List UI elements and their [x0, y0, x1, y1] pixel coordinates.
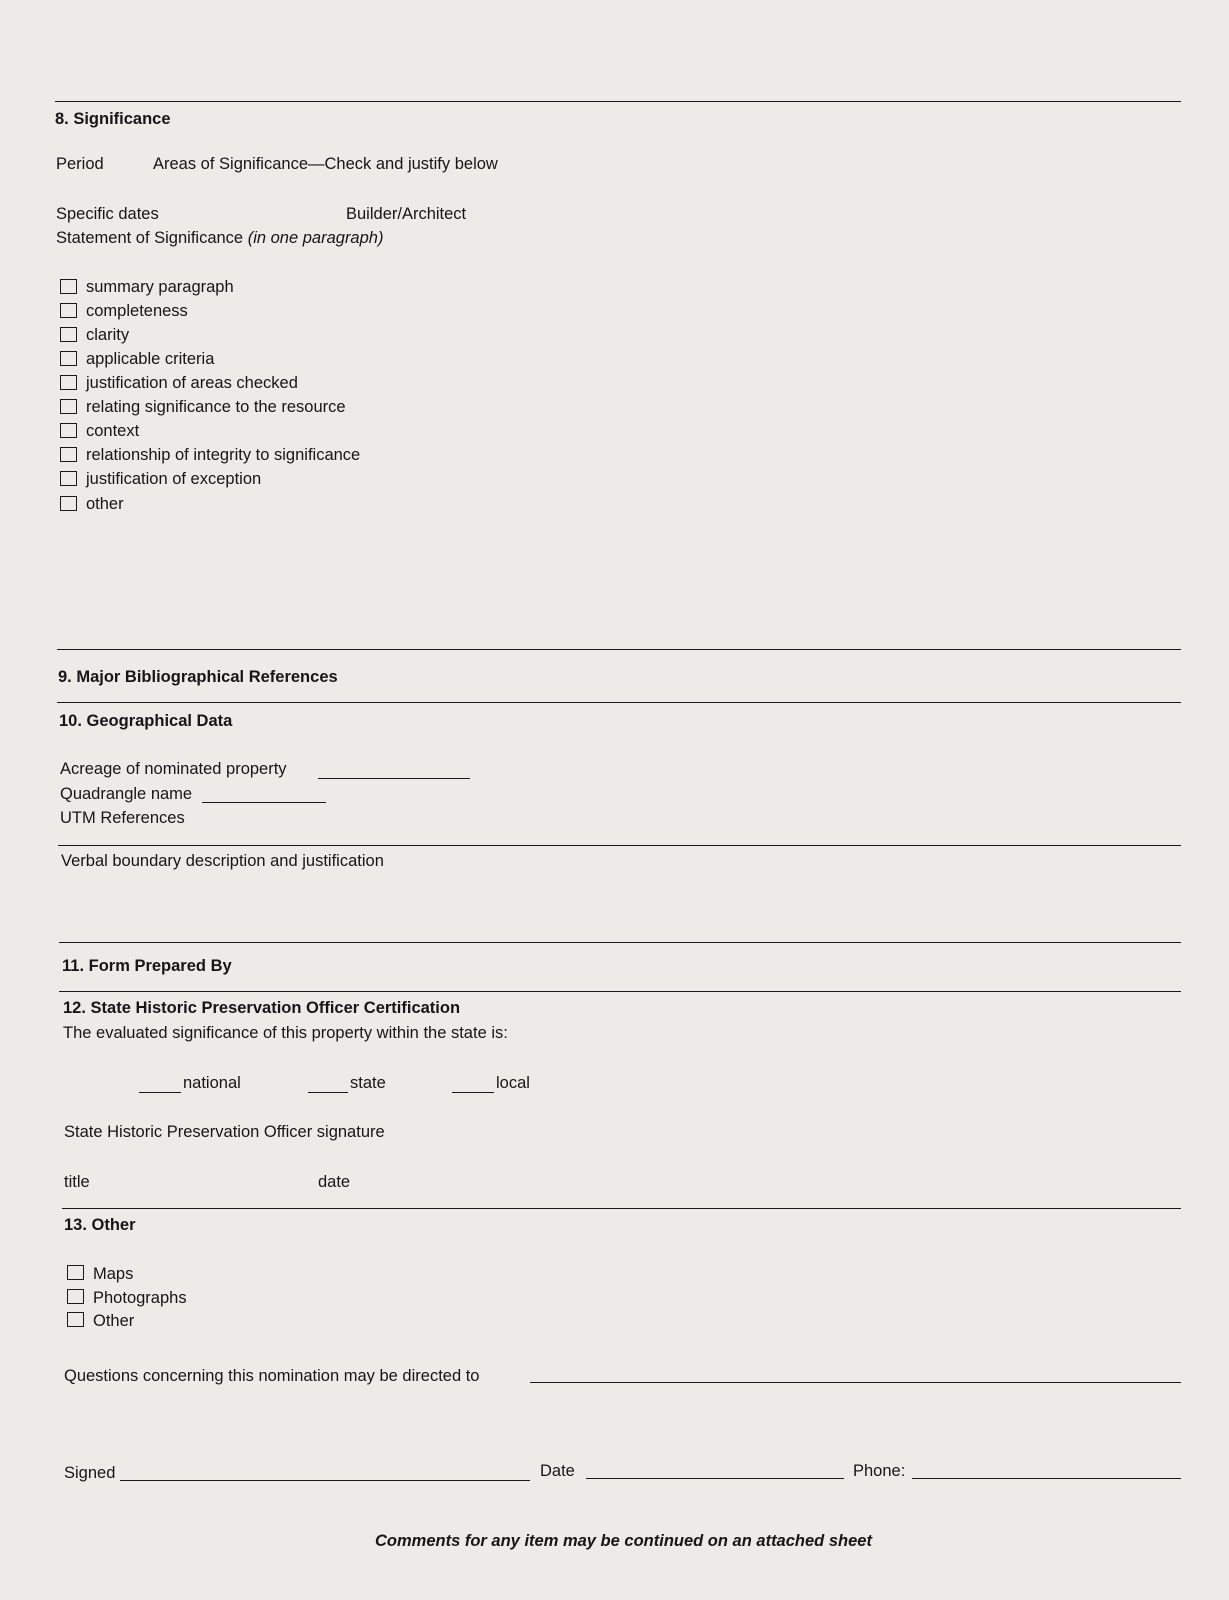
divider — [59, 942, 1181, 943]
checklist-label: clarity — [86, 326, 130, 344]
signed-label: Signed — [64, 1464, 116, 1482]
checkbox[interactable] — [60, 471, 77, 486]
checkbox[interactable] — [60, 375, 77, 390]
statement-of-significance-label — [56, 230, 383, 247]
statement-label-text: Statement of Significance — [56, 229, 244, 247]
section-9-heading: 9. Major Bibliographical References — [58, 668, 338, 686]
checklist-label: justification of areas checked — [86, 374, 298, 392]
local-label: local — [496, 1074, 530, 1092]
divider — [55, 101, 1181, 102]
divider — [57, 649, 1181, 650]
utm-references-label: UTM References — [60, 809, 185, 827]
date-label: date — [318, 1173, 351, 1191]
checkbox[interactable] — [60, 399, 77, 414]
checklist-label: Maps — [93, 1265, 134, 1283]
national-blank[interactable] — [139, 1092, 181, 1093]
checklist-label: other — [86, 495, 124, 513]
evaluated-significance-text: The evaluated significance of this property within the state is: — [63, 1024, 508, 1042]
checkbox[interactable] — [67, 1289, 84, 1304]
statement-note: (in one paragraph) — [247, 229, 384, 247]
section-10-heading: 10. Geographical Data — [59, 712, 233, 730]
date-label: Date — [540, 1462, 575, 1480]
checkbox[interactable] — [60, 447, 77, 462]
checklist-label: applicable criteria — [86, 350, 215, 368]
title-label: title — [64, 1173, 90, 1191]
areas-of-significance-label: Areas of Significance—Check and justify below — [153, 155, 498, 173]
checkbox[interactable] — [60, 327, 77, 342]
checklist-label: completeness — [86, 302, 188, 320]
checklist-label: summary paragraph — [86, 278, 234, 296]
section-11-heading: 11. Form Prepared By — [62, 957, 232, 975]
acreage-label: Acreage of nominated property — [60, 760, 287, 778]
date-field[interactable] — [586, 1478, 844, 1479]
national-label: national — [183, 1074, 241, 1092]
state-label: state — [350, 1074, 386, 1092]
section-13-heading: 13. Other — [64, 1216, 136, 1234]
state-blank[interactable] — [308, 1092, 348, 1093]
checklist-label: Photographs — [93, 1289, 187, 1307]
builder-architect-label: Builder/Architect — [346, 205, 467, 223]
checklist-label: relationship of integrity to significance — [86, 446, 361, 464]
checkbox[interactable] — [67, 1312, 84, 1327]
divider — [58, 845, 1181, 846]
local-blank[interactable] — [452, 1092, 494, 1093]
questions-label: Questions concerning this nomination may be directed to — [64, 1367, 480, 1385]
divider — [62, 1208, 1181, 1209]
period-label: Period — [56, 155, 104, 173]
checklist-label: justification of exception — [86, 470, 262, 488]
checklist-label: relating significance to the resource — [86, 398, 346, 416]
checkbox[interactable] — [60, 303, 77, 318]
phone-field[interactable] — [912, 1478, 1181, 1479]
section-12-heading: 12. State Historic Preservation Officer Certification — [63, 999, 461, 1017]
checkbox[interactable] — [60, 279, 77, 294]
questions-contact-field[interactable] — [530, 1382, 1181, 1383]
phone-label: Phone: — [853, 1462, 906, 1480]
checklist-label: Other — [93, 1312, 135, 1330]
section-8-heading: 8. Significance — [55, 110, 171, 128]
checkbox[interactable] — [67, 1265, 84, 1280]
checkbox[interactable] — [60, 351, 77, 366]
verbal-boundary-label: Verbal boundary description and justification — [61, 852, 384, 870]
divider — [59, 991, 1181, 992]
quadrangle-name-label: Quadrangle name — [60, 785, 193, 803]
checkbox[interactable] — [60, 496, 77, 511]
acreage-field[interactable] — [318, 778, 470, 779]
footer-note: Comments for any item may be continued on an attached sheet — [375, 1532, 872, 1550]
shpo-signature-label: State Historic Preservation Officer signature — [64, 1123, 385, 1141]
divider — [57, 702, 1181, 703]
quadrangle-name-field[interactable] — [202, 802, 326, 803]
checkbox[interactable] — [60, 423, 77, 438]
checklist-label: context — [86, 422, 140, 440]
specific-dates-label: Specific dates — [56, 205, 159, 223]
signed-field[interactable] — [120, 1480, 530, 1481]
